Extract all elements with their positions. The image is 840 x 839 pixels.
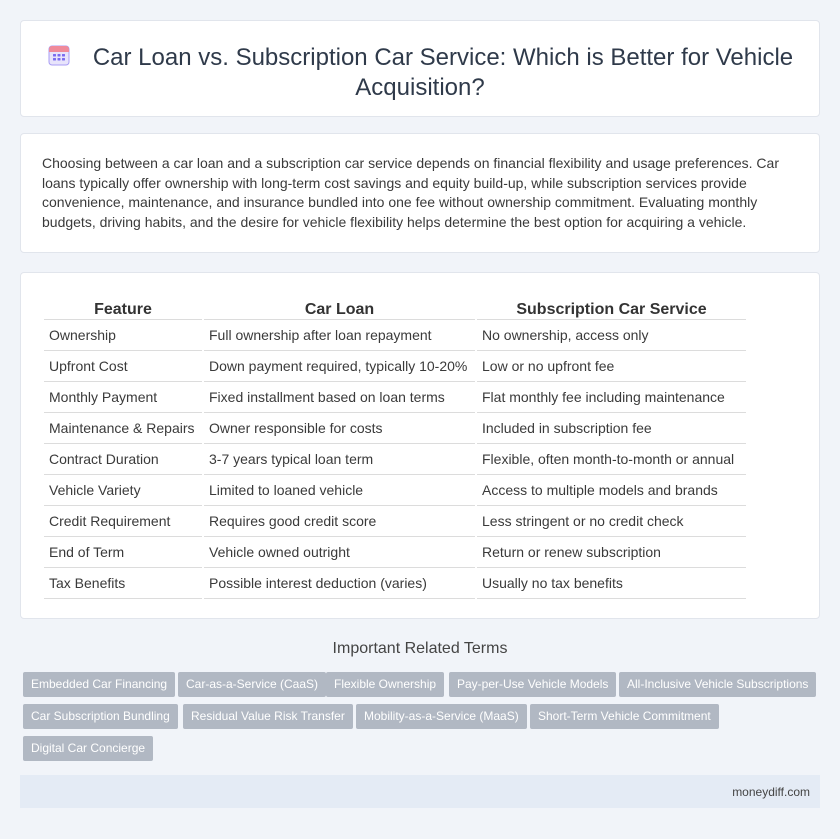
subscription-cell: Less stringent or no credit check [477,506,746,537]
subscription-cell: Return or renew subscription [477,537,746,568]
subscription-cell: Included in subscription fee [477,413,746,444]
related-term-tag[interactable]: Car Subscription Bundling [23,704,178,729]
footer-site-link[interactable]: moneydiff.com [732,785,810,799]
table-header-row [44,296,746,320]
car-loan-cell: Fixed installment based on loan terms [204,382,475,413]
related-term-tag[interactable]: All-Inclusive Vehicle Subscriptions [619,672,816,697]
related-term-tag[interactable]: Digital Car Concierge [23,736,153,761]
feature-cell: Monthly Payment [44,382,202,413]
car-loan-cell: Possible interest deduction (varies) [204,568,475,599]
table-row [44,568,746,599]
subscription-cell: Flexible, often month-to-month or annual [477,444,746,475]
feature-cell: Tax Benefits [44,568,202,599]
table-row [44,320,746,351]
comparison-card [20,272,820,619]
car-loan-cell: Down payment required, typically 10-20% [204,351,475,382]
calendar-icon [47,43,71,67]
feature-cell: End of Term [44,537,202,568]
header-subscription: Subscription Car Service [477,296,746,320]
feature-cell: Vehicle Variety [44,475,202,506]
related-term-tag[interactable]: Residual Value Risk Transfer [183,704,353,729]
related-term-tag[interactable]: Short-Term Vehicle Commitment [530,704,719,729]
related-term-tag[interactable]: Pay-per-Use Vehicle Models [449,672,616,697]
car-loan-cell: Full ownership after loan repayment [204,320,475,351]
feature-cell: Contract Duration [44,444,202,475]
page-title [21,43,819,103]
table-row [44,382,746,413]
comparison-table [42,296,748,599]
feature-cell: Upfront Cost [44,351,202,382]
related-terms-heading: Important Related Terms [332,640,508,657]
related-term-tag[interactable]: Embedded Car Financing [23,672,175,697]
footer [20,775,820,808]
page-title-text: Car Loan vs. Subscription Car Service: Which is Better for Vehicle Acquisition? [92,44,794,101]
subscription-cell: Flat monthly fee including maintenance [477,382,746,413]
intro-card [20,133,820,253]
feature-cell: Credit Requirement [44,506,202,537]
title-card [20,20,820,117]
car-loan-cell: Owner responsible for costs [204,413,475,444]
car-loan-cell: Requires good credit score [204,506,475,537]
car-loan-cell: Limited to loaned vehicle [204,475,475,506]
table-row [44,506,746,537]
subscription-cell: Usually no tax benefits [477,568,746,599]
subscription-cell: Low or no upfront fee [477,351,746,382]
table-row [44,351,746,382]
feature-cell: Ownership [44,320,202,351]
car-loan-cell: 3-7 years typical loan term [204,444,475,475]
table-row [44,444,746,475]
related-term-tag[interactable]: Car-as-a-Service (CaaS) [178,672,326,697]
subscription-cell: Access to multiple models and brands [477,475,746,506]
header-car-loan: Car Loan [204,296,475,320]
related-term-tag[interactable]: Mobility-as-a-Service (MaaS) [356,704,527,729]
table-row [44,475,746,506]
intro-paragraph: Choosing between a car loan and a subscription car service depends on financial flexibility and usage preferences. Car loans typically offer ownership with long-term cost savings and equity build-up, while subscription services provide convenience, maintenance, and insurance bundled into one fee without ownership commitment. Evaluating monthly budgets, driving habits, and the desire for vehicle flexibility helps determine the best option for acquiring a vehicle. [42,155,779,230]
related-term-tag[interactable]: Flexible Ownership [326,672,444,697]
feature-cell: Maintenance & Repairs [44,413,202,444]
table-row [44,413,746,444]
subscription-cell: No ownership, access only [477,320,746,351]
header-feature: Feature [44,296,202,320]
car-loan-cell: Vehicle owned outright [204,537,475,568]
table-row [44,537,746,568]
